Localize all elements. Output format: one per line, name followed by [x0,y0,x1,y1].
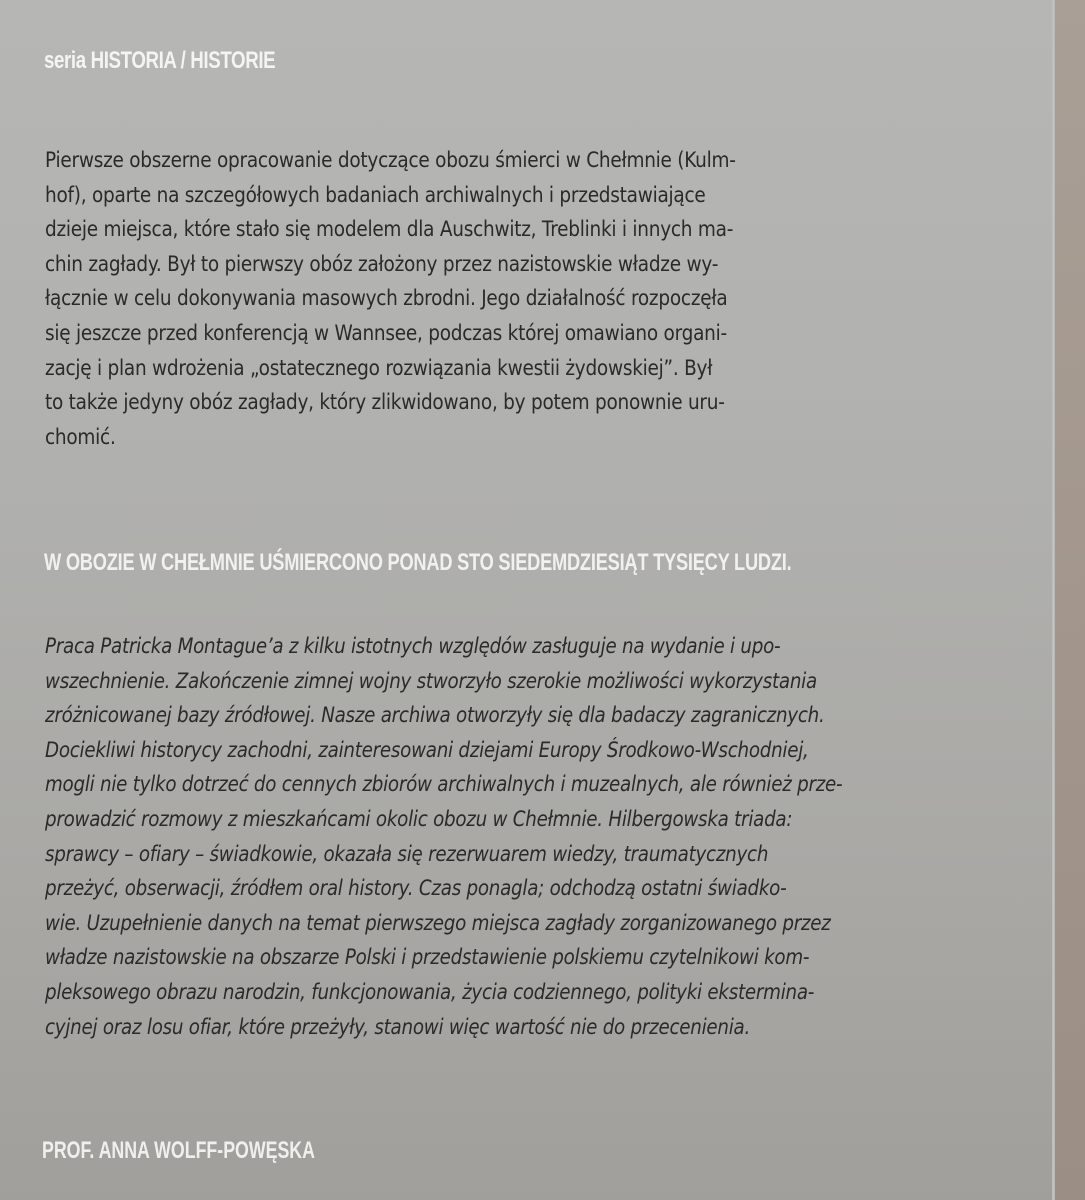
text-line: dzieje miejsca, które stało się modelem dla Auschwitz, Treblinki i innych ma- [45,217,734,243]
text-line: przeżyć, obserwacji, źródłem oral history. Czas ponagla; odchodzą ostatni świadko- [45,876,787,902]
text-line: chin zagłady. Był to pierwszy obóz założony przez nazistowskie władze wy- [45,251,719,277]
review-author: PROF. ANNA WOLFF-POWĘSKA [42,1137,315,1164]
text-line: chomić. [45,424,116,450]
text-line: cyjnej oraz losu ofiar, które przeżyły, stanowi więc wartość nie do przecenienia. [45,1014,751,1040]
headline: W OBOZIE W CHEŁMNIE UŚMIERCONO PONAD STO SIEDEMDZIESIĄT TYSIĘCY LUDZI. [44,549,792,576]
text-line: zróżnicowanej bazy źródłowej. Nasze archiwa otworzyły się dla badaczy zagranicznych. [45,703,825,729]
text-line: wszechnienie. Zakończenie zimnej wojny stworzyło szerokie możliwości wykorzystania [45,668,817,694]
text-line: wie. Uzupełnienie danych na temat pierwszego miejsca zagłady zorganizowanego przez [45,910,831,936]
text-line: pleksowego obrazu narodzin, funkcjonowania, życia codziennego, polityki ekstermina- [45,979,815,1005]
review-paragraph [45,630,1000,1045]
text-line: to także jedyny obóz zagłady, który zlikwidowano, by potem ponownie uru- [45,390,725,416]
text-line: łącznie w celu dokonywania masowych zbrodni. Jego działalność rozpoczęła [45,286,728,312]
text-line: władze nazistowskie na obszarze Polski i przedstawienie polskiemu czytelnikowi kom- [45,945,810,971]
text-line: Pierwsze obszerne opracowanie dotyczące obozu śmierci w Chełmnie (Kulm- [45,148,736,173]
text-line: się jeszcze przed konferencją w Wannsee, podczas której omawiano organi- [45,320,727,346]
text-line: mogli nie tylko dotrzeć do cennych zbiorów archiwalnych i muzealnych, ale również prze- [45,772,843,798]
text-line: Dociekliwi historycy zachodni, zainteresowani dziejami Europy Środkowo-Wschodniej, [45,737,809,763]
text-line: Praca Patricka Montague’a z kilku istotnych względów zasługuje na wydanie i upo- [45,634,781,659]
series-label: seria HISTORIA / HISTORIE [44,47,276,74]
text-line: zację i plan wdrożenia „ostatecznego rozwiązania kwestii żydowskiej”. Był [45,355,713,381]
text-line: hof), oparte na szczegółowych badaniach archiwalnych i przedstawiające [45,182,706,208]
book-spine-strip [1055,0,1085,1200]
description-paragraph [45,144,1000,455]
text-line: sprawcy – ofiary – świadkowie, okazała się rezerwuarem wiedzy, traumatycznych [45,841,769,867]
text-line: prowadzić rozmowy z mieszkańcami okolic obozu w Chełmnie. Hilbergowska triada: [45,806,793,832]
